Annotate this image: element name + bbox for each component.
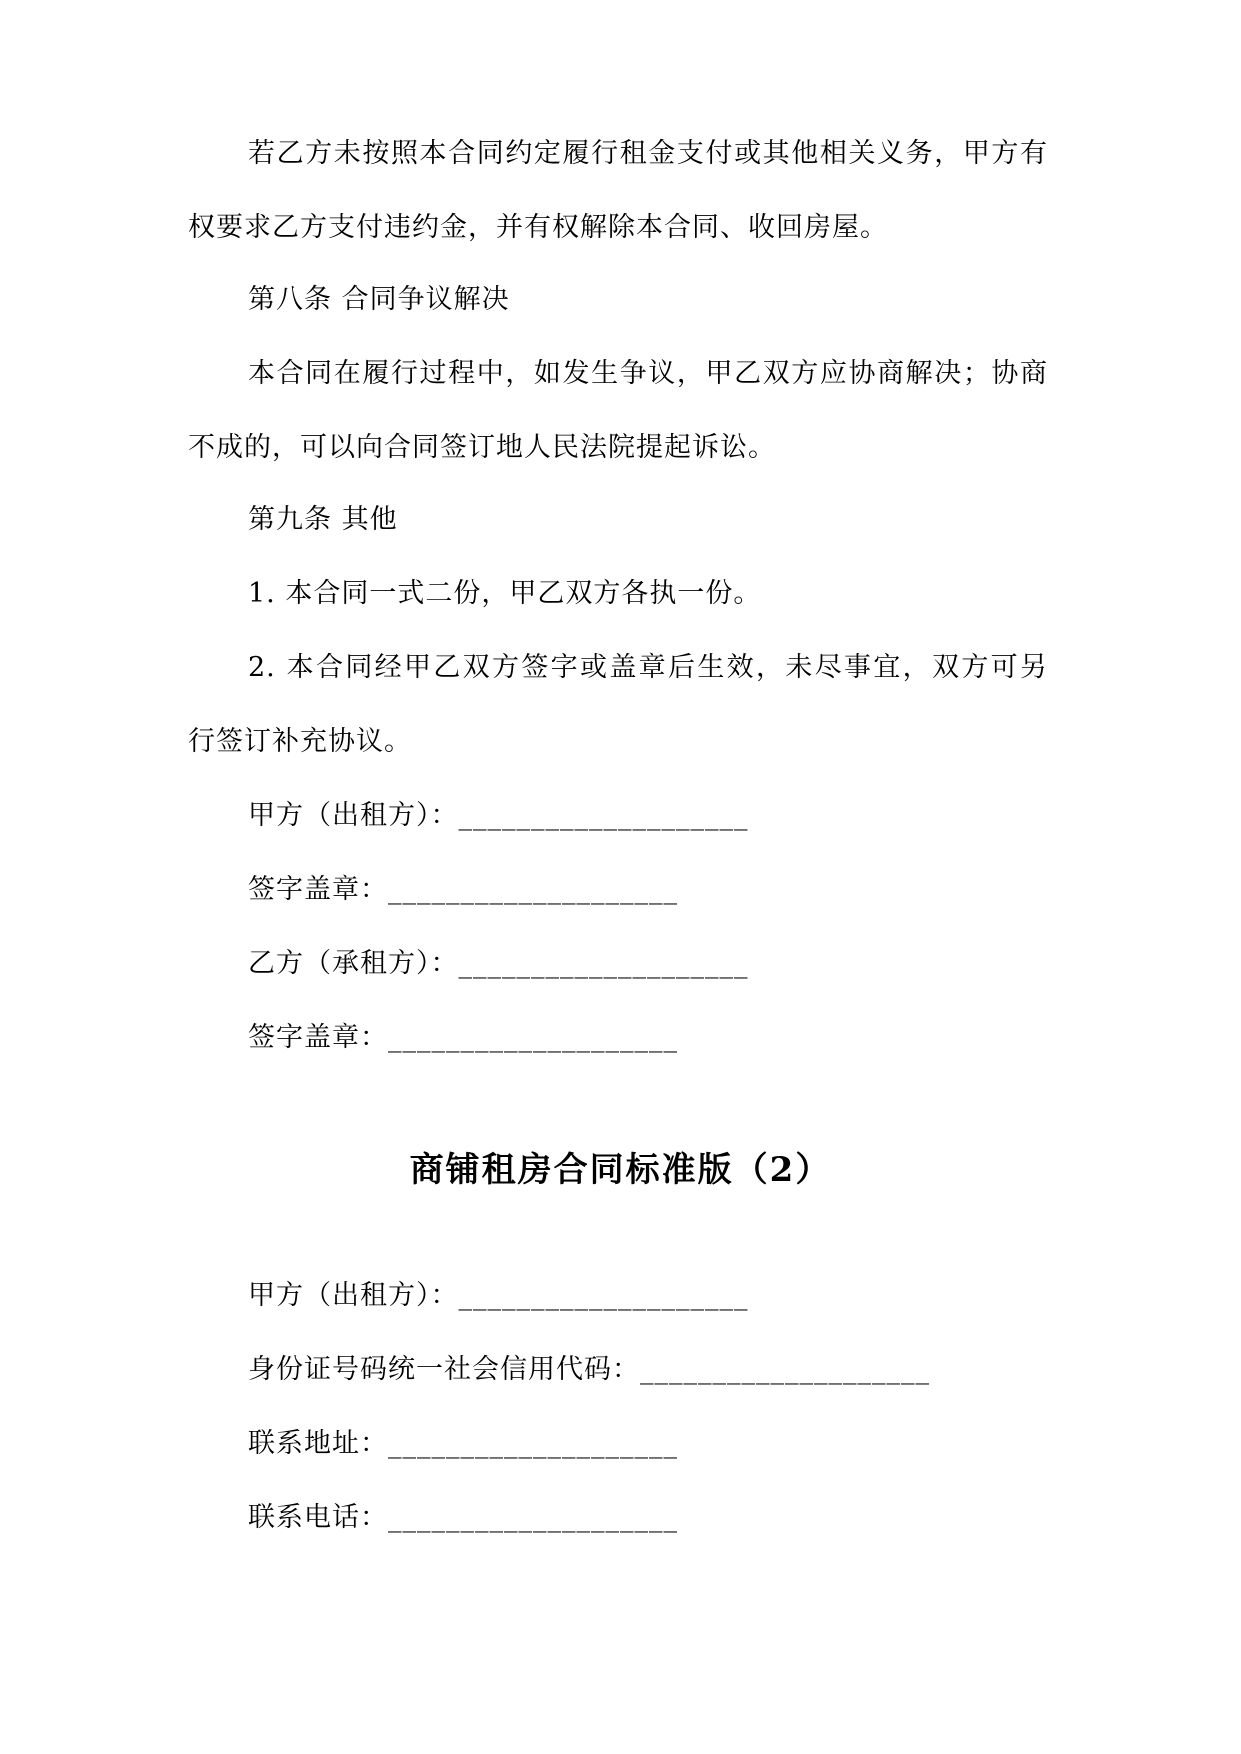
party-a-seal-field: 签字盖章：____________________ [248,874,678,905]
article-8-heading: 第八条 合同争议解决 [248,284,510,315]
contract-title: 商铺租房合同标准版（2） [409,1150,832,1190]
dispute-paragraph-line-1: 本合同在履行过程中，如发生争议，甲乙双方应协商解决；协商 [248,358,1048,389]
lessor-field: 甲方（出租方）：____________________ [248,1280,749,1311]
breach-paragraph-line-2: 权要求乙方支付违约金，并有权解除本合同、收回房屋。 [188,212,888,243]
article-9-heading: 第九条 其他 [248,504,398,535]
dispute-paragraph-line-2: 不成的，可以向合同签订地人民法院提起诉讼。 [188,432,776,463]
clause-item-1: 1. 本合同一式二份，甲乙双方各执一份。 [248,578,762,609]
contact-phone-field: 联系电话：____________________ [248,1502,678,1533]
id-credit-code-field: 身份证号码统一社会信用代码：____________________ [248,1354,930,1385]
party-b-seal-field: 签字盖章：____________________ [248,1022,678,1053]
contact-address-field: 联系地址：____________________ [248,1428,678,1459]
clause-item-2-line-2: 行签订补充协议。 [188,726,412,757]
clause-item-2-line-1: 2. 本合同经甲乙双方签字或盖章后生效，未尽事宜，双方可另 [248,652,1048,683]
party-b-signature-field: 乙方（承租方）：____________________ [248,948,749,979]
party-a-signature-field: 甲方（出租方）：____________________ [248,800,749,831]
breach-paragraph-line-1: 若乙方未按照本合同约定履行租金支付或其他相关义务，甲方有 [248,138,1048,169]
